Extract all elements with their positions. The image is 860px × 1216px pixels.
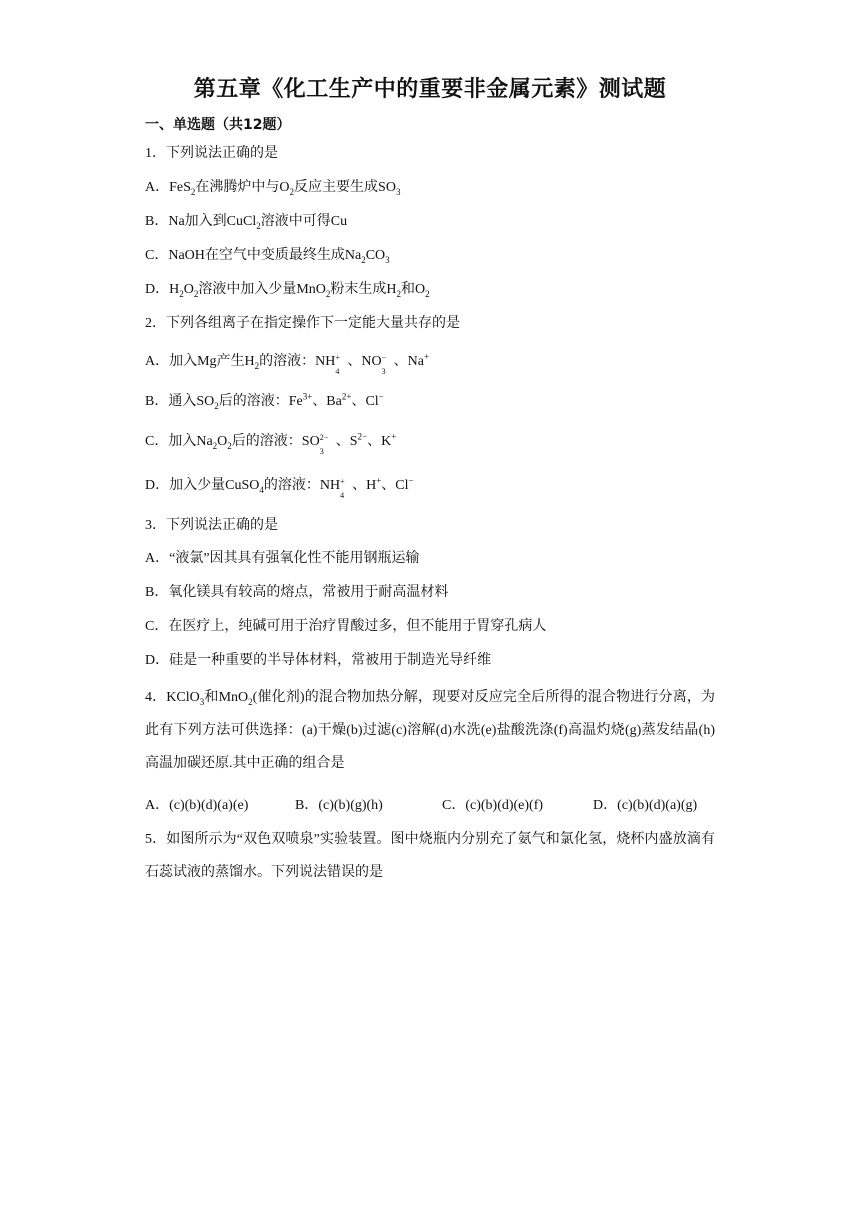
q3-option-a: A．“液氯”因其具有强氧化性不能用钢瓶运输 <box>145 551 420 566</box>
q1-option-d: D．$H_2O_2$溶液中加入少量MnO$_2$粉末生成$H_2$和$O_2$ <box>145 282 430 299</box>
section-heading: 一、单选题（共12题） <box>145 117 291 133</box>
q1-option-b: B．Na加入到CuCl$_2$溶液中可得Cu <box>145 214 348 231</box>
q4-option-d: D．(c)(b)(d)(a)(g) <box>593 798 698 813</box>
q2-option-a: A．加入Mg产生$H_2$的溶液：NH + 4 、NO − 3 、Na+ <box>145 351 430 376</box>
q1-option-c: C．NaOH在空气中变质最终生成$Na_2CO_3$ <box>145 248 390 265</box>
q3-option-b: B．氧化镁具有较高的熔点，常被用于耐高温材料 <box>145 585 449 600</box>
q2-option-b: B．通入$SO_2$后的溶液：$Fe^{3+}$、$Ba^{2+}$、Cl− <box>145 391 384 411</box>
q4-stem: 4．KClO$_3$和MnO$_2$(催化剂)的混合物加热分解，现要对反应完全后所得的混合物进行分离，为此有下列方法可供选择：(a)干燥(b)过滤(c)溶解(d)水洗(e)盐酸洗涤(f)高温灼烧(g)蒸发结晶(h)高温加碳还原.其中正确的组合是 <box>145 690 716 771</box>
q4-option-a: A．(c)(b)(d)(a)(e) <box>145 798 249 813</box>
q5-stem: 5．如图所示为“双色双喷泉”实验装置。图中烧瓶内分别充了氨气和氯化氢，烧杯内盛放滴有石蕊试液的蒸馏水。下列说法错误的是 <box>145 832 715 880</box>
q2-stem: 2．下列各组离子在指定操作下一定能大量共存的是 <box>145 316 460 331</box>
q3-option-d: D．硅是一种重要的半导体材料，常被用于制造光导纤维 <box>145 653 492 668</box>
q4-option-c: C．(c)(b)(d)(e)(f) <box>442 798 544 813</box>
q3-option-c: C．在医疗上，纯碱可用于治疗胃酸过多，但不能用于胃穿孔病人 <box>145 619 547 634</box>
q3-stem: 3．下列说法正确的是 <box>145 518 278 533</box>
q2-option-d: D．加入少量CuSO$_4$的溶液：NH + 4 、H+、Cl− <box>145 475 414 500</box>
q4-option-b: B．(c)(b)(g)(h) <box>295 798 383 813</box>
q2-option-c: C．加入$Na_2O_2$后的溶液：SO 2− 3 、$S^{2-}$、K+ <box>145 431 397 456</box>
q1-stem: 1．下列说法正确的是 <box>145 146 278 161</box>
page-title: 第五章《化工生产中的重要非金属元素》测试题 <box>193 77 667 102</box>
q1-option-a: A．FeS$_2$在沸腾炉中与$O_2$反应主要生成$SO_3$ <box>145 180 401 197</box>
